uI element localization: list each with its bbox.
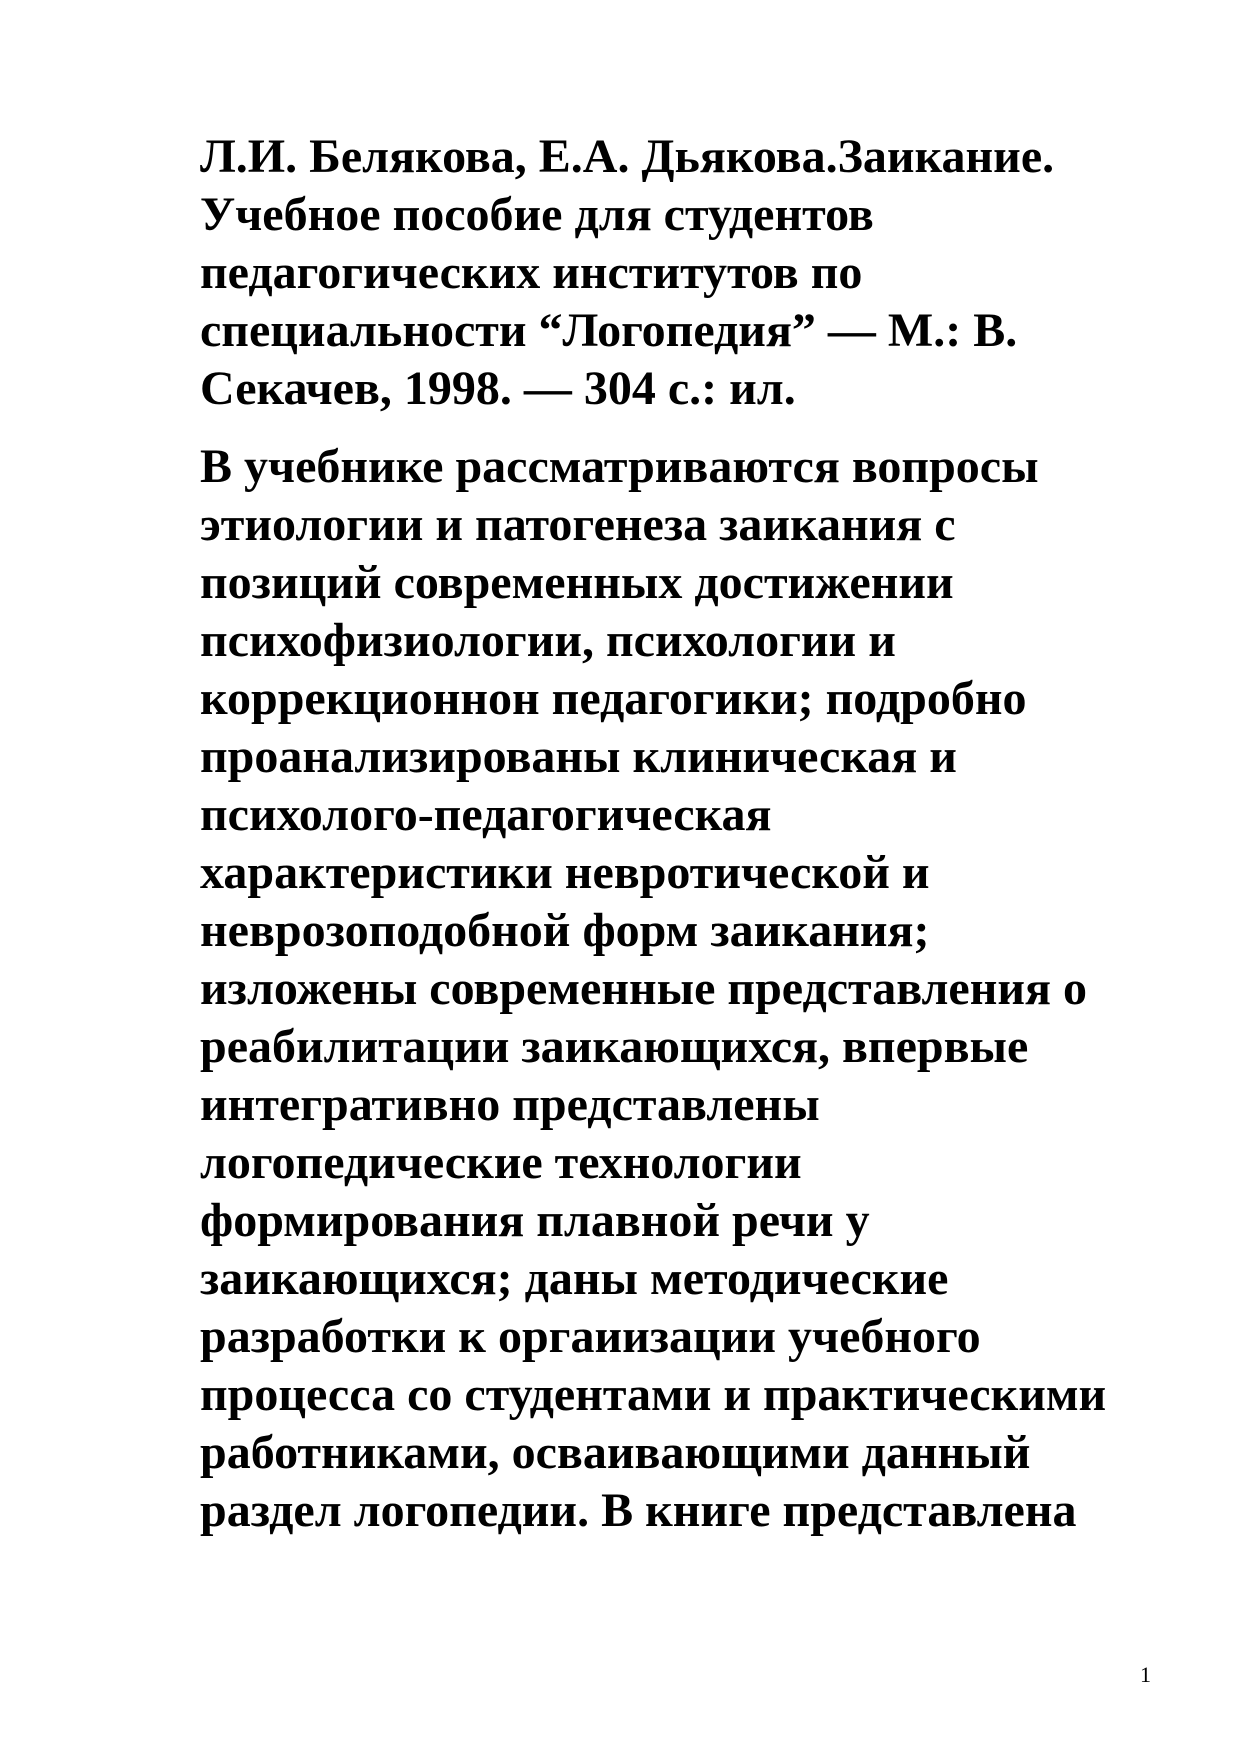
abstract-line: заикающихся; даны методические: [200, 1252, 949, 1305]
abstract-line: психофизиологии, психологии и: [200, 614, 896, 667]
abstract-line: В учебнике рассматриваются вопросы: [200, 440, 1039, 493]
citation-line: специальности “Логопедия” — М.: В.: [200, 304, 1018, 357]
abstract-line: логопедические технологии: [200, 1136, 802, 1189]
abstract-line: процесса со студентами и практическими: [200, 1368, 1107, 1421]
abstract-line: психолого-педагогическая: [200, 788, 772, 841]
abstract-line: работниками, осваивающими данный: [200, 1426, 1031, 1479]
abstract-line: проанализированы клиническая и: [200, 730, 957, 783]
citation-paragraph: [200, 128, 1160, 418]
citation-line: педагогических институтов по: [200, 246, 863, 299]
abstract-line: формирования плавной речи у: [200, 1194, 870, 1247]
citation-line: Учебное пособие для студентов: [200, 188, 874, 241]
abstract-line: изложены современные представления о: [200, 962, 1087, 1015]
citation-line: Секачев, 1998. — 304 с.: ил.: [200, 362, 796, 415]
abstract-paragraph: [200, 438, 1160, 1540]
abstract-line: реабилитации заикающихся, впервые: [200, 1020, 1029, 1073]
citation-line: Л.И. Белякова, Е.А. Дьякова.Заикание.: [200, 130, 1055, 183]
abstract-line: характеристики невротической и: [200, 846, 930, 899]
abstract-line: коррекционнон педагогики; подробно: [200, 672, 1027, 725]
page-number: 1: [1140, 1662, 1151, 1687]
abstract-line: позиций современных достижении: [200, 556, 954, 609]
abstract-line: интегративно представлены: [200, 1078, 820, 1131]
abstract-line: этиологии и патогенеза заикания с: [200, 498, 956, 551]
page-content: [200, 128, 1160, 1540]
abstract-line: раздел логопедии. В книге представлена: [200, 1484, 1077, 1537]
abstract-line: разработки к оргаиизации учебного: [200, 1310, 981, 1363]
abstract-line: неврозоподобной форм заикания;: [200, 904, 930, 957]
